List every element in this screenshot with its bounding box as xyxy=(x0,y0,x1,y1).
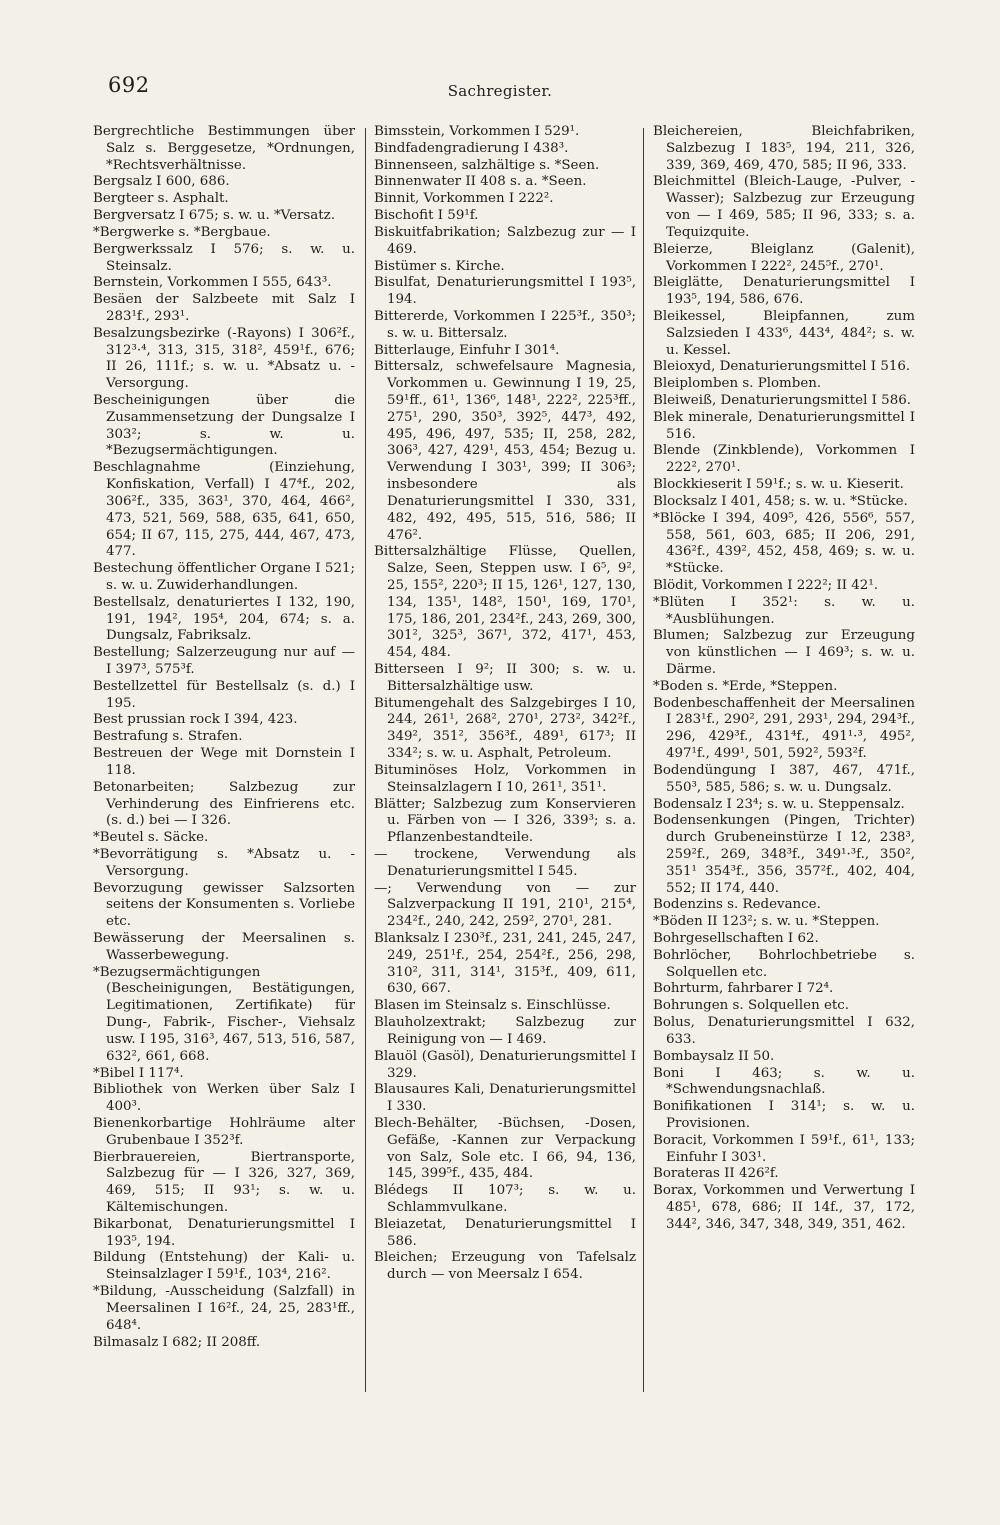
index-column-3 xyxy=(653,124,915,1234)
index-entry: Bleiglätte, Denaturierungsmittel I 193⁵, 194, 586, 676. xyxy=(653,275,915,308)
index-entry: Blauholzextrakt; Salzbezug zur Reinigung von — I 469. xyxy=(374,1015,636,1047)
index-entry: Bestellzettel für Bestellsalz (s. d.) I 195. xyxy=(93,678,355,711)
index-entry: Bohrgesellschaften I 62. xyxy=(653,931,819,946)
index-entry: Bleierze, Bleiglanz (Galenit), Vorkommen I 222², 245⁵f., 270¹. xyxy=(653,241,915,274)
index-entry: Blocksalz I 401, 458; s. w. u. *Stücke. xyxy=(653,493,908,509)
index-entry: Bleiweiß, Denaturierungsmittel I 586. xyxy=(653,393,911,408)
index-entry: Bierbrauereien, Biertransporte, Salzbezug für — I 326, 327, 369, 469, 515; II 93¹; s. w. u. Kältemischungen. xyxy=(93,1149,355,1215)
index-entry: Bibliothek von Werken über Salz I 400³. xyxy=(93,1082,355,1115)
index-entry: Blausaures Kali, Denaturierungsmittel I 330. xyxy=(374,1082,636,1115)
index-entry: *Blöcke I 394, 409⁵, 426, 556⁶, 557, 558, 561, 603, 685; II 206, 291, 436²f., 439², 452, 458, 469; s. w. u. *Stücke. xyxy=(653,510,915,577)
index-entry: *Bildung, -Ausscheidung (Salzfall) in Meersalinen I 16²f., 24, 25, 283¹ff., 648⁴. xyxy=(93,1284,355,1333)
index-entry: Bienenkorbartige Hohlräume alter Grubenbaue I 352³f. xyxy=(93,1115,355,1148)
index-entry: Blasen im Steinsalz s. Einschlüsse. xyxy=(374,998,611,1014)
index-entry: Bohrungen s. Solquellen etc. xyxy=(653,998,850,1014)
index-entry: Bestellsalz, denaturiertes I 132, 190, 191, 194², 195⁴, 204, 674; s. a. Dungsalz, Fabriksalz. xyxy=(93,594,355,644)
index-entry: Blek minerale, Denaturierungsmittel I 516. xyxy=(653,409,915,442)
index-entry: Bergwerkssalz I 576; s. w. u. Steinsalz. xyxy=(93,241,355,274)
index-entry: *Bevorrätigung s. *Absatz u. -Versorgung. xyxy=(93,846,355,879)
index-entry: Bilmasalz I 682; II 208ff. xyxy=(93,1334,261,1350)
index-entry: Bindfadengradierung I 438³. xyxy=(374,140,569,156)
index-column-1 xyxy=(93,124,355,1351)
running-title: Sachregister. xyxy=(447,82,553,100)
index-entry: Bergversatz I 675; s. w. u. *Versatz. xyxy=(93,208,335,224)
index-entry: Bikarbonat, Denaturierungsmittel I 193⁵, 194. xyxy=(93,1216,355,1249)
index-entry: Bolus, Denaturierungsmittel I 632, 633. xyxy=(653,1015,915,1047)
index-entry: Bildung (Entstehung) der Kali- u. Steinsalzlager I 59¹f., 103⁴, 216². xyxy=(93,1250,355,1283)
column-divider xyxy=(643,128,644,1392)
index-entry: Bodenzins s. Redevance. xyxy=(653,897,821,913)
index-entry: Bittersalzhältige Flüsse, Quellen, Salze, Seen, Steppen usw. I 6⁵, 9², 25, 155², 220³; II 15, 126¹, 127, 130, 134, 135¹, 148², 150¹, 169, 170¹, 175, 186, 201, 234²f., 243, 269, 300, 301², 325³, 367¹, 372, 417¹, 453, 454, 484. xyxy=(374,544,636,661)
index-entry: Bergsalz I 600, 686. xyxy=(93,174,230,190)
index-entry: Blende (Zinkblende), Vorkommen I 222², 270¹. xyxy=(653,443,915,476)
index-entry: Bestreuen der Wege mit Dornstein I 118. xyxy=(93,746,355,778)
index-entry: Blumen; Salzbezug zur Erzeugung von künstlichen — I 469³; s. w. u. Därme. xyxy=(653,628,915,677)
index-entry: Bisulfat, Denaturierungsmittel I 193⁵, 194. xyxy=(374,275,636,308)
index-entry: Bleichmittel (Bleich-Lauge, -Pulver, -Wasser); Salzbezug zur Erzeugung von — I 469, 585; II 96, 333; s. a. Tequizquite. xyxy=(653,174,915,240)
index-entry: Binnit, Vorkommen I 222². xyxy=(374,191,554,207)
index-entry: *Boden s. *Erde, *Steppen. xyxy=(653,678,838,694)
index-entry: *Beutel s. Säcke. xyxy=(93,830,209,846)
index-entry: Bohrturm, fahrbarer I 72⁴. xyxy=(653,981,834,997)
index-entry: Binnenseen, salzhältige s. *Seen. xyxy=(374,157,600,173)
index-entry: Blockkieserit I 59¹f.; s. w. u. Kieserit. xyxy=(653,477,904,493)
index-entry: Bonifikationen I 314¹; s. w. u. Provisionen. xyxy=(653,1099,915,1131)
index-entry: Bittersalz, schwefelsaure Magnesia, Vorkommen u. Gewinnung I 19, 25, 59¹ff., 61¹, 136⁶, 148¹, 222², 225³ff., 275¹, 290, 350³, 392⁵, 447³, 492, 495, 496, 497, 535; II, 258, 282, 306³, 427, 429¹, 453, 454; Bezug u. Verwendung I 303¹, 399; II 306³; insbesondere als Denaturierungsmittel I 330, 331, 482, 492, 495, 515, 516, 586; II 476². xyxy=(374,359,636,543)
index-entry: Blauöl (Gasöl), Denaturierungsmittel I 329. xyxy=(374,1048,636,1081)
index-entry: Bittererde, Vorkommen I 225³f., 350³; s. w. u. Bittersalz. xyxy=(374,308,636,341)
index-entry: Blätter; Salzbezug zum Konservieren u. Färben von — I 326, 339³; s. a. Pflanzenbestandteile. xyxy=(374,796,636,846)
index-entry: Besalzungsbezirke (-Rayons) I 306²f., 312³·⁴, 313, 315, 318², 459¹f., 676; II 26, 111f.; s. w. u. *Absatz u. -Versorgung. xyxy=(93,325,355,392)
index-entry: Bevorzugung gewisser Salzsorten seitens der Konsumenten s. Vorliebe etc. xyxy=(93,880,355,930)
index-entry: Bleikessel, Bleipfannen, zum Salzsieden I 433⁶, 443⁴, 484²; s. w. u. Kessel. xyxy=(653,308,915,358)
index-entry: Bleiplomben s. Plomben. xyxy=(653,376,822,392)
index-entry: Bituminöses Holz, Vorkommen in Steinsalzlagern I 10, 261¹, 351¹. xyxy=(374,762,636,795)
index-entry: Bodenbeschaffenheit der Meersalinen I 283¹f., 290², 291, 293¹, 294, 294³f., 296, 429³f., 431⁴f., 491¹·³, 495², 497¹f., 499¹, 501, 592², 593²f. xyxy=(653,695,915,762)
index-entry: Borateras II 426²f. xyxy=(653,1166,779,1182)
index-entry: Bombaysalz II 50. xyxy=(653,1048,775,1064)
index-entry: Bestellung; Salzerzeugung nur auf — I 397³, 575³f. xyxy=(93,645,355,677)
page-number: 692 xyxy=(108,73,150,97)
index-entry: Best prussian rock I 394, 423. xyxy=(93,712,298,728)
index-entry: Bischofit I 59¹f. xyxy=(374,208,479,224)
index-entry: Bescheinigungen über die Zusammensetzung der Dungsalze I 303²; s. w. u. *Bezugsermächtigungen. xyxy=(93,393,355,459)
index-entry: Bitterseen I 9²; II 300; s. w. u. Bittersalzhältige usw. xyxy=(374,662,636,694)
index-entry: Blech-Behälter, -Büchsen, -Dosen, Gefäße, -Kannen zur Verpackung von Salz, Sole etc. I 66, 94, 136, 145, 399⁵f., 435, 484. xyxy=(374,1115,636,1182)
index-entry: Blanksalz I 230³f., 231, 241, 245, 247, 249, 251¹f., 254, 254²f., 256, 298, 310², 311, 314¹, 315³f., 409, 611, 630, 667. xyxy=(374,931,636,997)
index-entry: Blédegs II 107³; s. w. u. Schlammvulkane. xyxy=(374,1183,636,1215)
index-entry: Bodensalz I 23⁴; s. w. u. Steppensalz. xyxy=(653,796,905,812)
index-entry: Bitterlauge, Einfuhr I 301⁴. xyxy=(374,342,560,358)
index-entry: Bergrechtliche Bestimmungen über Salz s. Berggesetze, *Ordnungen, *Rechtsverhältnisse. xyxy=(93,124,355,173)
index-entry: *Bezugsermächtigungen (Bescheinigungen, Bestätigungen, Legitimationen, Zertifikate) für Dung-, Fabrik-, Fischer-, Viehsalz usw. I 195, 316³, 467, 513, 516, 587, 632², 661, 668. xyxy=(93,964,355,1064)
index-entry: *Blüten I 352¹: s. w. u. *Ausblühungen. xyxy=(653,594,915,627)
index-entry: Blödit, Vorkommen I 222²; II 42¹. xyxy=(653,577,878,593)
index-entry: Bleichereien, Bleichfabriken, Salzbezug I 183⁵, 194, 211, 326, 339, 369, 469, 470, 585; II 96, 333. xyxy=(653,124,915,173)
index-entry: Biskuitfabrikation; Salzbezug zur — I 469. xyxy=(374,224,636,257)
index-entry: Boni I 463; s. w. u. *Schwendungsnachlaß. xyxy=(653,1065,915,1098)
index-entry: Bimsstein, Vorkommen I 529¹. xyxy=(374,124,580,139)
index-entry: Bleichen; Erzeugung von Tafelsalz durch — von Meersalz I 654. xyxy=(374,1250,636,1283)
index-entry: Bleioxyd, Denaturierungsmittel I 516. xyxy=(653,359,911,375)
index-entry: Bodendüngung I 387, 467, 471f., 550³, 585, 586; s. w. u. Dungsalz. xyxy=(653,762,915,795)
index-entry: *Bibel I 117⁴. xyxy=(93,1065,184,1081)
index-entry: Bohrlöcher, Bohrlochbetriebe s. Solquellen etc. xyxy=(653,947,915,980)
index-entry: Bewässerung der Meersalinen s. Wasserbewegung. xyxy=(93,931,355,963)
index-entry: Bistümer s. Kirche. xyxy=(374,258,505,274)
index-entry: Bernstein, Vorkommen I 555, 643³. xyxy=(93,275,332,291)
index-entry: Bitumengehalt des Salzgebirges I 10, 244, 261¹, 268², 270¹, 273², 342²f., 349², 351², 356³f., 489¹, 617³; II 334²; s. w. u. Asphalt, Petroleum. xyxy=(374,695,636,762)
index-entry: —; Verwendung von — zur Salzverpackung II 191, 210¹, 215⁴, 234²f., 240, 242, 259², 270¹, 281. xyxy=(374,880,636,930)
index-entry: *Böden II 123²; s. w. u. *Steppen. xyxy=(653,914,880,930)
index-entry: *Bergwerke s. *Bergbaue. xyxy=(93,224,271,240)
index-entry: Borax, Vorkommen und Verwertung I 485¹, 678, 686; II 14f., 37, 172, 344², 346, 347, 348, 349, 351, 462. xyxy=(653,1183,915,1232)
index-entry: Bestechung öffentlicher Organe I 521; s. w. u. Zuwiderhandlungen. xyxy=(93,561,355,593)
index-entry: Bergteer s. Asphalt. xyxy=(93,191,229,207)
index-entry: Besäen der Salzbeete mit Salz I 283¹f., 293¹. xyxy=(93,292,355,324)
index-entry: Bestrafung s. Strafen. xyxy=(93,729,243,745)
index-entry: — trockene, Verwendung als Denaturierungsmittel I 545. xyxy=(374,846,636,879)
index-entry: Boracit, Vorkommen I 59¹f., 61¹, 133; Einfuhr I 303¹. xyxy=(653,1132,915,1165)
index-entry: Betonarbeiten; Salzbezug zur Verhinderung des Einfrierens etc. (s. d.) bei — I 326. xyxy=(93,779,355,829)
column-divider xyxy=(365,128,366,1392)
index-entry: Binnenwater II 408 s. a. *Seen. xyxy=(374,174,587,190)
index-entry: Bodensenkungen (Pingen, Trichter) durch Grubeneinstürze I 12, 238³, 259²f., 269, 348³f., 349¹·³f., 350², 351¹ 354³f., 356, 357²f., 402, 404, 552; II 174, 440. xyxy=(653,813,915,896)
index-column-2 xyxy=(374,124,636,1284)
index-entry: Bleiazetat, Denaturierungsmittel I 586. xyxy=(374,1216,636,1249)
index-entry: Beschlagnahme (Einziehung, Konfiskation, Verfall) I 47⁴f., 202, 306²f., 335, 363¹, 370, 464, 466², 473, 521, 569, 588, 635, 641, 650, 654; II 67, 115, 275, 444, 467, 473, 477. xyxy=(93,460,355,560)
